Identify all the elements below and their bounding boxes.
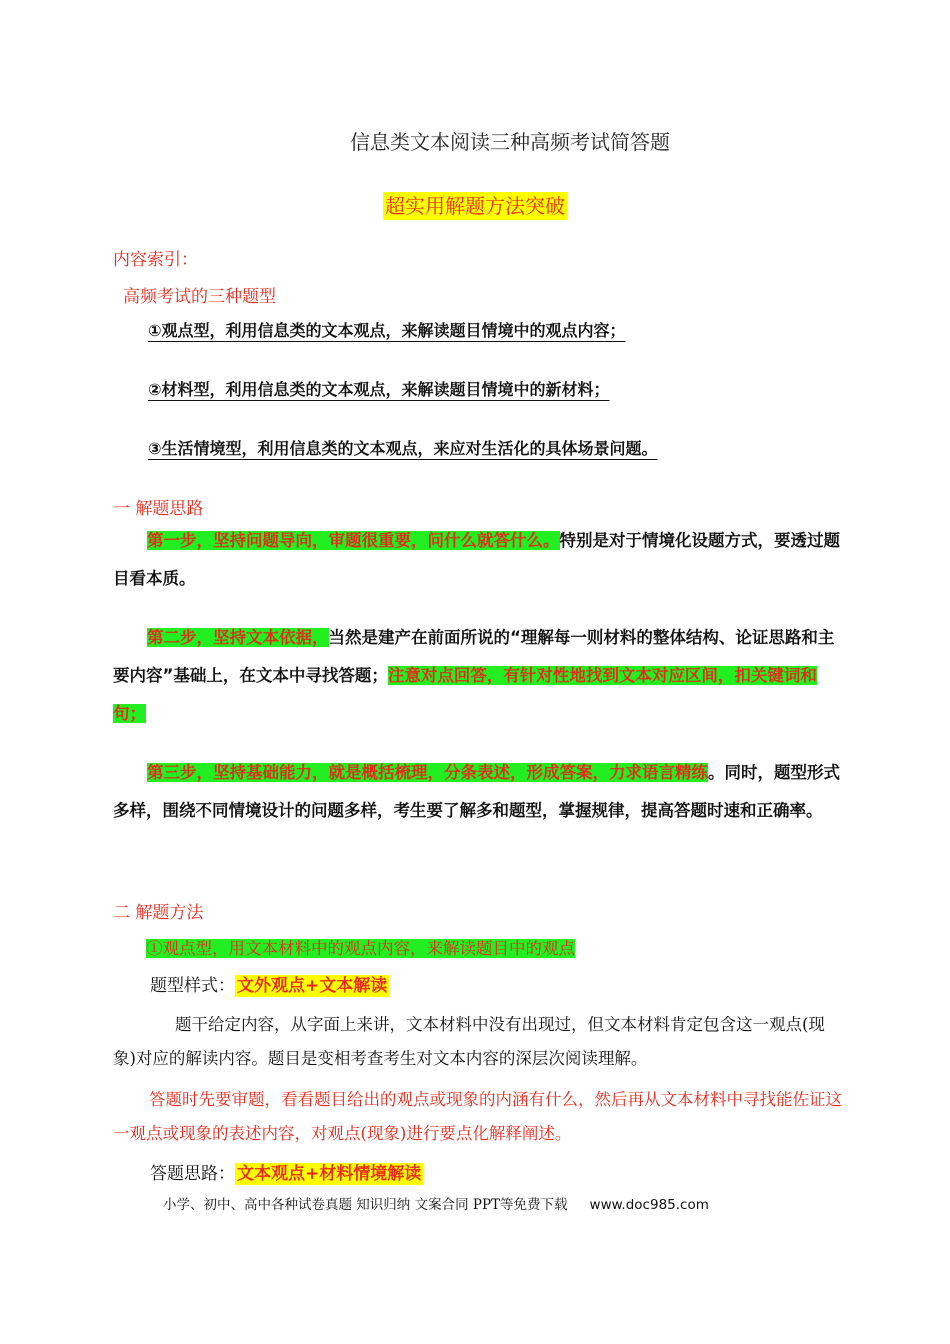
footer-text: 小学、初中、高中各种试卷真题 知识归纳 文案合同 PPT等免费下载	[163, 1197, 568, 1213]
index-item-3: ③生活情境型，利用信息类的文本观点，来应对生活化的具体场景问题。	[148, 439, 658, 458]
page-footer	[163, 1193, 709, 1213]
subtitle-container	[0, 190, 950, 219]
step1-text: 特别是对于情境化设题方式，要透过题目看本质。	[113, 531, 840, 588]
style-value: 文外观点+文本解读	[237, 976, 388, 996]
step3-paragraph	[113, 754, 849, 830]
style-line	[150, 971, 389, 996]
document-subtitle: 超实用解题方法突破	[385, 194, 565, 218]
method-paragraph-2: 答题时先要审题，看看题目给出的观点或现象的内涵有什么，然后再从文本材料中寻找能佐证这一观点或现象的表述内容，对观点(现象)进行要点化解释阐述。	[113, 1090, 842, 1143]
idea-value: 文本观点+材料情境解读	[237, 1164, 422, 1184]
index-subheading: 高频考试的三种题型	[123, 287, 276, 307]
idea-line	[150, 1159, 423, 1184]
section2-heading: 二 解题方法	[113, 903, 204, 923]
step2-text: 当然是建产在前面所说的“理解每一则材料的整体结构、论证思路和主要内容”基础上，在文本中寻找答题；	[113, 628, 835, 685]
step1-highlight: 第一步，坚持问题导向，审题很重要，问什么就答什么。	[147, 531, 560, 550]
index-item-1: ①观点型，利用信息类的文本观点，来解读题目情境中的观点内容；	[148, 321, 626, 340]
step2-paragraph	[113, 619, 849, 733]
step1-paragraph	[113, 522, 849, 598]
type1-heading-wrap	[146, 935, 575, 959]
footer-url[interactable]: www.doc985.com	[589, 1197, 709, 1213]
step3-text: 。同时，题型形式多样，围绕不同情境设计的问题多样，考生要了解多和题型，掌握规律，提高答题时速和正确率。	[113, 763, 840, 820]
style-label: 题型样式：	[150, 976, 235, 996]
step2-highlight-2: 注意对点回答，有针对性地找到文本对应区间，扣关键词和句；	[113, 666, 817, 723]
index-heading: 内容索引：	[113, 250, 198, 270]
step2-highlight: 第二步，坚持文本依据，	[147, 628, 329, 647]
idea-label: 答题思路：	[150, 1164, 235, 1184]
type1-heading: ①观点型，用文本材料中的观点内容，来解读题目中的观点	[146, 939, 575, 958]
step3-highlight: 第三步，坚持基础能力，就是概括梳理，分条表述，形成答案，力求语言精练	[147, 763, 708, 782]
method-paragraph-1: 题干给定内容，从字面上来讲，文本材料中没有出现过，但文本材料肯定包含这一观点(现象)对应的解读内容。题目是变相考查考生对文本内容的深层次阅读理解。	[113, 1015, 825, 1068]
index-item-2: ②材料型，利用信息类的文本观点，来解读题目情境中的新材料；	[148, 380, 610, 399]
document-title: 信息类文本阅读三种高频考试简答题	[350, 130, 670, 154]
section1-heading: 一 解题思路	[113, 499, 204, 519]
